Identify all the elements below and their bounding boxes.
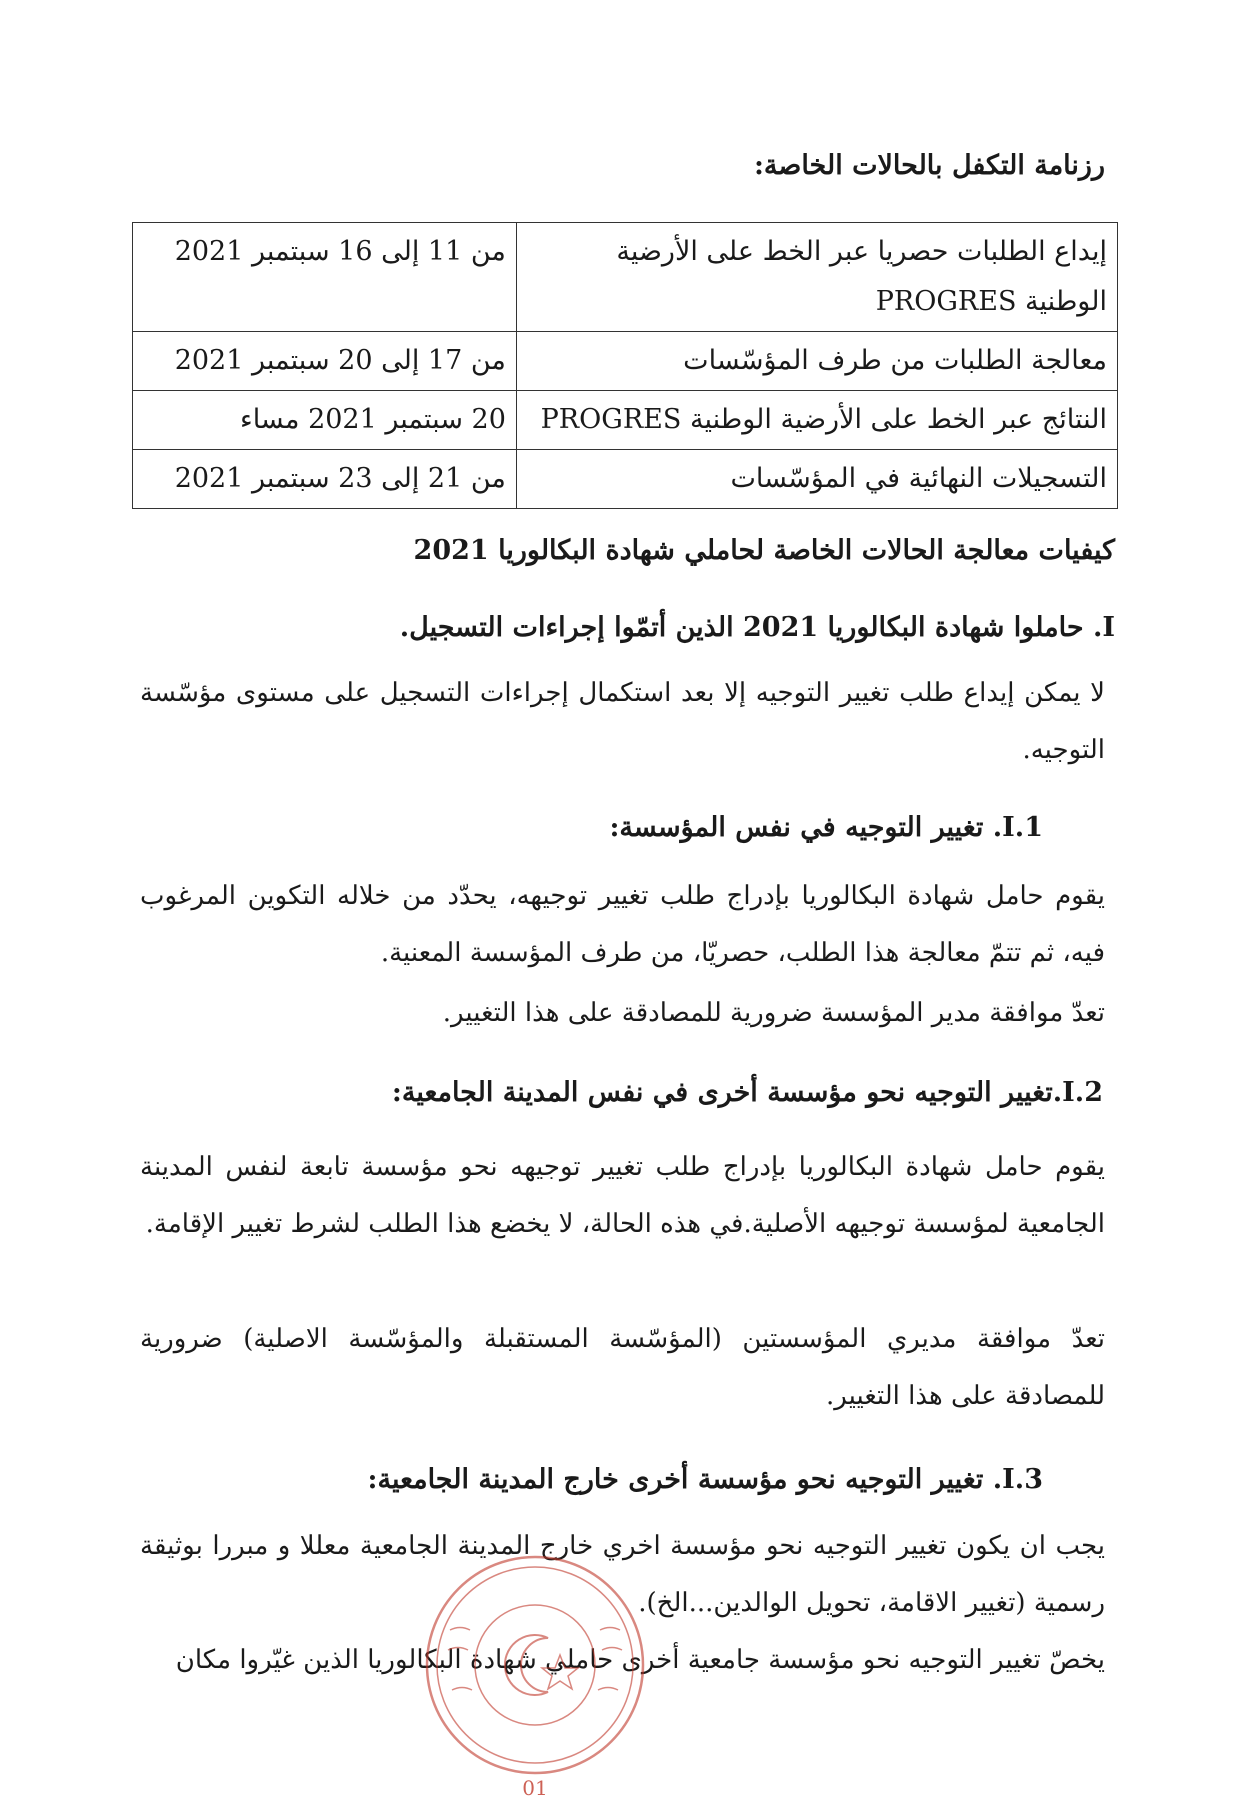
activity-cell: معالجة الطلبات من طرف المؤسّسات	[516, 332, 1117, 391]
section-i3-paragraph-2: يخصّ تغيير التوجيه نحو مؤسسة جامعية أخرى حاملي شهادة البكالوريا الذين غيّروا مكان	[175, 1645, 1105, 1675]
schedule-title: رزنامة التكفل بالحالات الخاصة:	[753, 150, 1105, 181]
date-cell: من 11 إلى 16 سبتمبر 2021	[133, 223, 517, 332]
table-row	[133, 450, 1118, 509]
date-cell: من 21 إلى 23 سبتمبر 2021	[133, 450, 517, 509]
main-heading: كيفيات معالجة الحالات الخاصة لحاملي شهادة البكالوريا 2021	[413, 535, 1115, 566]
table-row	[133, 332, 1118, 391]
table-row	[133, 223, 1118, 332]
section-i-heading: I. حاملوا شهادة البكالوريا 2021 الذين أتمّوا إجراءات التسجيل.	[399, 612, 1115, 643]
section-i2-paragraph-1: يقوم حامل شهادة البكالوريا بإدراج طلب تغيير توجيهه نحو مؤسسة تابعة لنفس المدينة الجامعية لمؤسسة توجيهه الأصلية.في هذه الحالة، لا يخضع هذا الطلب لشرط تغيير الإقامة.	[140, 1152, 1105, 1239]
activity-cell: النتائج عبر الخط على الأرضية الوطنية PROGRES	[516, 391, 1117, 450]
section-i1-paragraph-2: تعدّ موافقة مدير المؤسسة ضرورية للمصادقة على هذا التغيير.	[442, 998, 1105, 1028]
section-i1-paragraph-1: يقوم حامل شهادة البكالوريا بإدراج طلب تغيير توجيهه، يحدّد من خلاله التكوين المرغوب فيه، ثم تتمّ معالجة هذا الطلب، حصريّا، من طرف المؤسسة المعنية.	[140, 881, 1105, 968]
section-i3-heading: I.3. تغيير التوجيه نحو مؤسسة أخرى خارج المدينة الجامعية:	[367, 1464, 1043, 1495]
seal-number: 01	[522, 1776, 548, 1800]
section-i1-heading: I.1. تغيير التوجيه في نفس المؤسسة:	[609, 812, 1043, 843]
schedule-table	[132, 222, 1118, 509]
date-cell: من 17 إلى 20 سبتمبر 2021	[133, 332, 517, 391]
table-row	[133, 391, 1118, 450]
activity-cell: إيداع الطلبات حصريا عبر الخط على الأرضية الوطنية PROGRES	[516, 223, 1117, 332]
date-cell: 20 سبتمبر 2021 مساء	[133, 391, 517, 450]
activity-cell: التسجيلات النهائية في المؤسّسات	[516, 450, 1117, 509]
section-i2-heading: I.2.تغيير التوجيه نحو مؤسسة أخرى في نفس المدينة الجامعية:	[391, 1077, 1103, 1108]
section-i2-paragraph-2: تعدّ موافقة مديري المؤسستين (المؤسّسة المستقبلة والمؤسّسة الاصلية) ضرورية للمصادقة على هذا التغيير.	[140, 1324, 1105, 1411]
section-i-paragraph: لا يمكن إيداع طلب تغيير التوجيه إلا بعد استكمال إجراءات التسجيل على مستوى مؤسّسة التوجيه.	[140, 678, 1105, 765]
section-i3-paragraph-1: يجب ان يكون تغيير التوجيه نحو مؤسسة اخري خارج المدينة الجامعية معللا و مبررا بوثيقة رسمية (تغيير الاقامة، تحويل الوالدين...الخ).	[140, 1531, 1105, 1618]
official-seal-icon	[420, 1540, 650, 1810]
